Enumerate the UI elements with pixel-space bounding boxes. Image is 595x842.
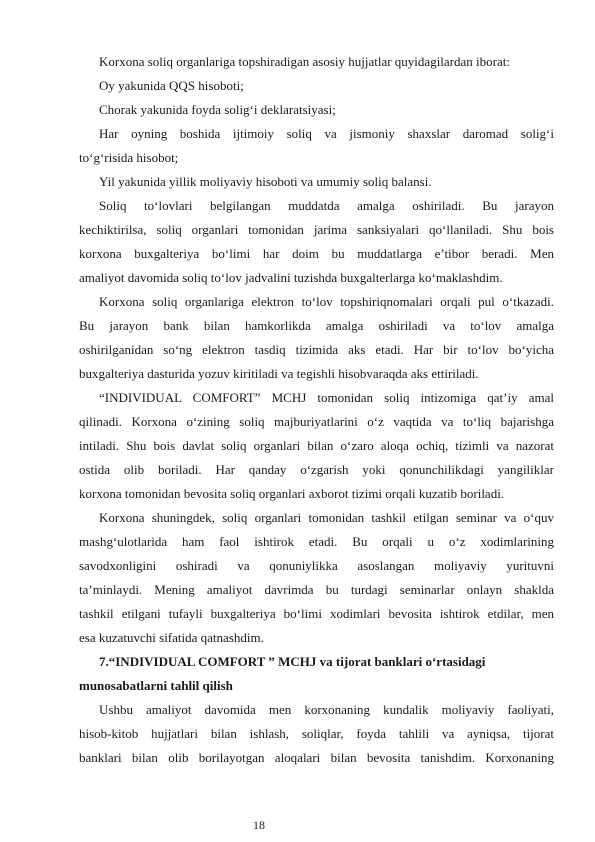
text-line: Ushbu amaliyot davomida men korxonaning kundalik moliyaviy faoliyati, xyxy=(99,702,554,717)
paragraph xyxy=(99,98,554,122)
text-line: korxona buxgalteriya bo‘limi har doim bu muddatlarga e’tibor beradi. Men xyxy=(79,246,554,261)
text-line: Soliq to‘lovlari belgilangan muddatda amalga oshiriladi. Bu jarayon xyxy=(99,198,554,213)
text-line: ta’minlaydi. Mening amaliyot davrimda bu turdagi seminarlar onlayn shaklda xyxy=(79,582,554,597)
paragraph xyxy=(99,170,554,194)
page-number: 18 xyxy=(253,818,265,832)
text-line: “INDIVIDUAL COMFORT” MCHJ tomonidan soliq intizomiga qat’iy amal xyxy=(99,390,554,405)
text-line: buxgalteriya dasturida yozuv kiritiladi va tegishli hisobvaraqda aks ettiriladi. xyxy=(79,366,479,381)
final-paragraph xyxy=(79,698,554,770)
text-line: Korxona soliq organlariga topshiradigan asosiy hujjatlar quyidagilardan iborat: xyxy=(99,54,510,69)
text-line: intiladi. Shu bois davlat soliq organlari bilan o‘zaro aloqa ochiq, tizimli va nazorat xyxy=(79,438,554,453)
text-line: Yil yakunida yillik moliyaviy hisoboti va umumiy soliq balansi. xyxy=(99,174,432,189)
text-line: Korxona shuningdek, soliq organlari tomonidan tashkil etilgan seminar va o‘quv xyxy=(99,510,554,525)
text-line: kechiktirilsa, soliq organlari tomonidan jarima sanksiyalari qo‘llaniladi. Shu bois xyxy=(79,222,554,237)
paragraph xyxy=(79,194,554,290)
text-line: savodxonligini oshiradi va qonuniylikka asoslangan moliyaviy yurituvni xyxy=(79,558,554,573)
text-line: hisob-kitob hujjatlari bilan ishlash, soliqlar, foyda tahlili va ayniqsa, tijorat xyxy=(79,726,554,741)
text-line: mashg‘ulotlarida ham faol ishtirok etadi. Bu orqali u o‘z xodimlarining xyxy=(79,534,554,549)
text-line: Chorak yakunida foyda solig‘i deklaratsiyasi; xyxy=(99,102,336,117)
text-line: Oy yakunida QQS hisoboti; xyxy=(99,78,244,93)
text-line: esa kuzatuvchi sifatida qatnashdim. xyxy=(79,630,264,645)
text-line: banklari bilan olib borilayotgan aloqalari bilan bevosita tanishdim. Korxonaning xyxy=(79,750,554,765)
paragraph xyxy=(79,290,554,386)
text-line: Bu jarayon bank bilan hamkorlikda amalga oshiriladi va to‘lov amalga xyxy=(79,318,554,333)
paragraph-list xyxy=(79,50,554,650)
paragraph xyxy=(79,122,554,170)
text-line: qilinadi. Korxona o‘zining soliq majburiyatlarini o‘z vaqtida va to‘liq bajarishga xyxy=(79,414,554,429)
paragraph xyxy=(79,698,554,770)
section-heading xyxy=(79,650,554,698)
paragraph xyxy=(99,50,554,74)
paragraph xyxy=(79,506,554,650)
text-line: to‘g‘risida hisobot; xyxy=(79,150,179,165)
text-line: tashkil etilgani tufayli buxgalteriya bo‘limi xodimlari bevosita ishtirok etdilar, men xyxy=(79,606,554,621)
section-heading-line-1: 7.“INDIVIDUAL COMFORT ” MCHJ va tijorat banklari o‘rtasidagi xyxy=(99,654,486,669)
text-line: oshirilganidan so‘ng elektron tasdiq tizimida aks etadi. Har bir to‘lov bo‘yicha xyxy=(79,342,554,357)
paragraph xyxy=(99,74,554,98)
text-line: Korxona soliq organlariga elektron to‘lov topshiriqnomalari orqali pul o‘tkazadi. xyxy=(99,294,554,309)
page-body xyxy=(79,50,554,770)
section-heading-line-2: munosabatlarni tahlil qilish xyxy=(79,678,233,693)
text-line: Har oyning boshida ijtimoiy soliq va jismoniy shaxslar daromad solig‘i xyxy=(99,126,554,141)
text-line: korxona tomonidan bevosita soliq organlari axborot tizimi orqali kuzatib boriladi. xyxy=(79,486,505,501)
paragraph xyxy=(79,386,554,506)
text-line: ostida olib boriladi. Har qanday o‘zgarish yoki qonunchilikdagi yangiliklar xyxy=(79,462,554,477)
text-line: amaliyot davomida soliq to‘lov jadvalini tuzishda buxgalterlarga ko‘maklashdim. xyxy=(79,270,503,285)
